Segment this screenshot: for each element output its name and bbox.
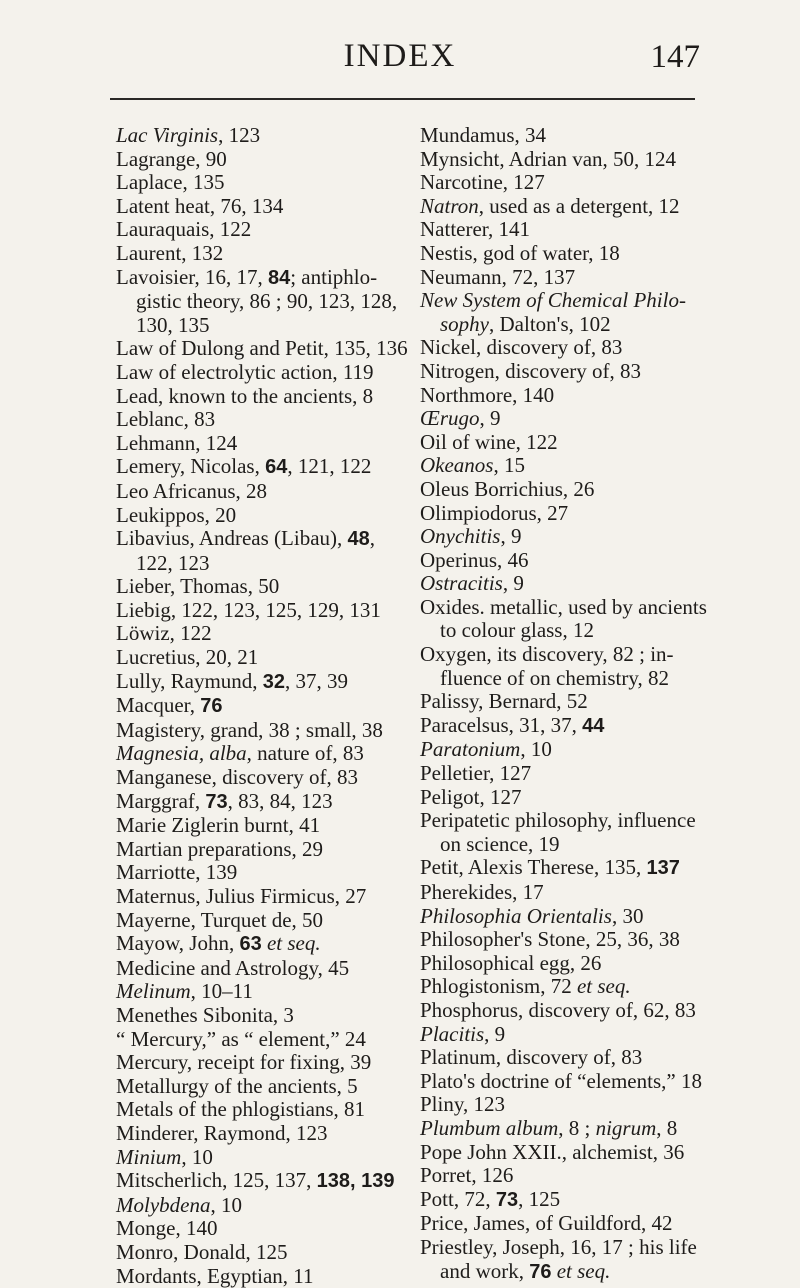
index-entry-text: Pott, 72, <box>420 1187 496 1211</box>
index-entry-text: Magnesia, alba <box>116 741 247 765</box>
index-entry <box>116 480 414 504</box>
index-entry-text: “ Mercury,” as “ element,” 24 <box>116 1027 366 1051</box>
index-entry <box>116 742 414 766</box>
index-entry-text: , 8 <box>656 1116 677 1140</box>
index-entry-text: 138, 139 <box>317 1170 395 1192</box>
index-entry <box>116 1051 414 1075</box>
index-entry <box>116 719 414 743</box>
index-entry-text: Philosophical egg, 26 <box>420 951 601 975</box>
index-entry <box>420 148 718 172</box>
index-entry <box>116 1098 414 1122</box>
index-entry <box>116 599 414 623</box>
index-entry-text: , 9 <box>500 524 521 548</box>
index-entry-text: Œrugo <box>420 406 480 430</box>
index-entry <box>420 431 718 455</box>
index-entry <box>420 525 718 549</box>
index-entry <box>420 242 718 266</box>
index-entry-text: , 121, 122 <box>287 454 371 478</box>
index-entry <box>116 575 414 599</box>
index-entry-text: Oxygen, its discovery, 82 ; in-fluence of on chemistry, 82 <box>420 642 674 690</box>
index-entry-text: et seq. <box>577 974 631 998</box>
index-entry <box>420 1070 718 1094</box>
index-entry-text: Lauraquais, 122 <box>116 217 251 241</box>
index-entry-text: Magistery, grand, 38 ; small, 38 <box>116 718 383 742</box>
index-entry <box>116 838 414 862</box>
index-entry-text: Marggraf, <box>116 789 205 813</box>
index-entry-text: Nitrogen, discovery of, 83 <box>420 359 641 383</box>
index-entry-text: , 9 <box>503 571 524 595</box>
index-entry-text: Oxides. metallic, used by ancients to colour glass, 12 <box>420 595 707 643</box>
index-entry-text: Lead, known to the ancients, 8 <box>116 384 373 408</box>
index-entry-text: Lieber, Thomas, 50 <box>116 574 279 598</box>
index-entry-text: , 125 <box>518 1187 560 1211</box>
index-entry-text: 137 <box>647 857 680 879</box>
index-entry-text: Leblanc, 83 <box>116 407 215 431</box>
index-entry-text: Lehmann, 124 <box>116 431 237 455</box>
index-entry-text: Nestis, god of water, 18 <box>420 241 620 265</box>
index-entry-text: Phosphorus, discovery of, 62, 83 <box>420 998 696 1022</box>
index-entry-text: Operinus, 46 <box>420 548 529 572</box>
index-entry <box>420 1212 718 1236</box>
index-entry-text: New System of Chemical Philo-sophy <box>420 288 686 336</box>
index-entry-text: , nature of, 83 <box>247 741 364 765</box>
index-entry-text: Monge, 140 <box>116 1216 218 1240</box>
index-entry-text: Plato's doctrine of “elements,” 18 <box>420 1069 702 1093</box>
index-entry <box>116 1169 414 1194</box>
index-entry <box>116 385 414 409</box>
index-entry <box>420 1117 718 1141</box>
index-entry-text: Molybdena <box>116 1193 210 1217</box>
index-entry-text: Okeanos <box>420 453 493 477</box>
index-entry-text: , 10–11 <box>191 979 253 1003</box>
index-entry-text: Macquer, <box>116 693 200 717</box>
index-entry <box>420 1046 718 1070</box>
index-entry-text: 32 <box>263 671 285 693</box>
index-entry-text: Natterer, 141 <box>420 217 530 241</box>
index-entry-text: 76 <box>200 695 222 717</box>
index-entry-text: 48 <box>348 528 370 550</box>
index-entry-text: Palissy, Bernard, 52 <box>420 689 588 713</box>
index-entry <box>116 694 414 719</box>
index-entry-text: Price, James, of Guildford, 42 <box>420 1211 673 1235</box>
index-entry-text: 63 <box>239 933 261 955</box>
index-entry <box>116 455 414 480</box>
index-entry-text: Law of electrolytic action, 119 <box>116 360 374 384</box>
index-entry <box>420 999 718 1023</box>
index-entry <box>420 1236 718 1284</box>
index-entry-text: Metals of the phlogistians, 81 <box>116 1097 365 1121</box>
index-entry-text: 73 <box>205 791 227 813</box>
index-entry-text: , 83, 84, 123 <box>228 789 333 813</box>
index-entry <box>116 527 414 575</box>
index-entry <box>420 786 718 810</box>
index-entry-text: Minderer, Raymond, 123 <box>116 1121 327 1145</box>
index-entry-text: et seq. <box>267 931 321 955</box>
index-entry <box>116 861 414 885</box>
index-entry <box>116 1122 414 1146</box>
index-entry-text: Lagrange, 90 <box>116 147 227 171</box>
index-entry <box>420 596 718 643</box>
index-entry <box>116 932 414 957</box>
index-entry-text: Pelletier, 127 <box>420 761 531 785</box>
index-entry <box>116 1241 414 1265</box>
index-entry-text: , 10 <box>520 737 552 761</box>
index-entry <box>116 361 414 385</box>
index-entry <box>420 124 718 148</box>
index-entry-text: Lucretius, 20, 21 <box>116 645 258 669</box>
index-entry <box>420 952 718 976</box>
index-entry <box>420 809 718 856</box>
index-entry <box>420 384 718 408</box>
index-entry-text: , 9 <box>480 406 501 430</box>
index-entry <box>116 148 414 172</box>
index-entry-text: Latent heat, 76, 134 <box>116 194 283 218</box>
index-entry-text: Petit, Alexis Therese, 135, <box>420 855 647 879</box>
index-entry-text: , 123 <box>218 123 260 147</box>
index-entry-text: Mordants, Egyptian, 11 <box>116 1264 314 1288</box>
index-entry <box>116 171 414 195</box>
index-entry <box>116 790 414 815</box>
index-entry-text: Mynsicht, Adrian van, 50, 124 <box>420 147 676 171</box>
index-entry-text: Philosophia Orientalis <box>420 904 612 928</box>
index-entry-text: , 15 <box>493 453 525 477</box>
index-entry-text: Monro, Donald, 125 <box>116 1240 288 1264</box>
index-entry-text: Peripatetic philosophy, influence on science, 19 <box>420 808 696 856</box>
index-entry-text: Lully, Raymund, <box>116 669 263 693</box>
index-entry-text: Peligot, 127 <box>420 785 522 809</box>
index-entry-text: , 122, 123 <box>136 526 375 575</box>
index-entry <box>116 1194 414 1218</box>
index-entry <box>420 1188 718 1213</box>
index-entry <box>420 336 718 360</box>
index-entry <box>420 218 718 242</box>
index-entry <box>420 762 718 786</box>
index-entry-text: Pope John XXII., alchemist, 36 <box>420 1140 684 1164</box>
index-entry <box>420 714 718 739</box>
index-entry <box>116 337 414 361</box>
index-entry-text: Oil of wine, 122 <box>420 430 558 454</box>
index-entry-text: , 8 ; <box>558 1116 595 1140</box>
index-entry-text: Phlogistonism, 72 <box>420 974 577 998</box>
index-entry-text: Mercury, receipt for fixing, 39 <box>116 1050 371 1074</box>
index-entry-text: et seq. <box>557 1259 611 1283</box>
index-entry <box>420 478 718 502</box>
index-entry <box>420 572 718 596</box>
index-entry-text: nigrum <box>596 1116 657 1140</box>
index-entry-text: Medicine and Astrology, 45 <box>116 956 349 980</box>
index-entry-text: 76 <box>529 1261 551 1283</box>
index-entry <box>116 1004 414 1028</box>
index-entry-text: Mundamus, 34 <box>420 123 546 147</box>
index-entry <box>420 407 718 431</box>
index-entry <box>116 1028 414 1052</box>
index-entry-text: Leo Africanus, 28 <box>116 479 267 503</box>
index-entry <box>420 1164 718 1188</box>
index-entry <box>116 432 414 456</box>
index-entry <box>116 1217 414 1241</box>
index-entry <box>420 690 718 714</box>
index-entry-text: Menethes Sibonita, 3 <box>116 1003 294 1027</box>
index-entry <box>420 360 718 384</box>
index-entry-text: 64 <box>265 456 287 478</box>
page-number: 147 <box>651 39 701 76</box>
index-entry <box>116 957 414 981</box>
index-entry <box>116 622 414 646</box>
index-entry-text: Mayerne, Turquet de, 50 <box>116 908 323 932</box>
index-entry-text: Platinum, discovery of, 83 <box>420 1045 642 1069</box>
index-entry-text: Northmore, 140 <box>420 383 554 407</box>
index-entry-text: , 30 <box>612 904 644 928</box>
index-entry-text: Martian preparations, 29 <box>116 837 323 861</box>
index-entry <box>116 980 414 1004</box>
index-entry-text: Paracelsus, 31, 37, <box>420 713 582 737</box>
index-entry <box>116 646 414 670</box>
index-entry-text: Olimpiodorus, 27 <box>420 501 568 525</box>
index-entry-text: Mitscherlich, 125, 137, <box>116 1168 317 1192</box>
index-entry <box>116 1265 414 1288</box>
index-entry <box>420 905 718 929</box>
index-entry-text: Priestley, Joseph, 16, 17 ; his life and work, <box>420 1235 697 1283</box>
index-entry-text: Marie Ziglerin burnt, 41 <box>116 813 320 837</box>
index-entry <box>116 814 414 838</box>
index-entry-text: Mayow, John, <box>116 931 239 955</box>
index-entry <box>116 242 414 266</box>
index-entry <box>116 218 414 242</box>
index-entry-text: Löwiz, 122 <box>116 621 212 645</box>
index-entry <box>116 1146 414 1170</box>
index-entry <box>116 766 414 790</box>
page-header <box>0 38 800 98</box>
index-entry <box>116 504 414 528</box>
index-entry <box>420 549 718 573</box>
index-entry <box>420 881 718 905</box>
index-entry <box>420 928 718 952</box>
index-entry <box>420 856 718 881</box>
index-entry <box>116 195 414 219</box>
index-entry <box>116 266 414 338</box>
index-entry <box>116 885 414 909</box>
index-entry <box>420 454 718 478</box>
index-entry-text: Natron <box>420 194 479 218</box>
index-entry-text: Lac Virginis <box>116 123 218 147</box>
index-entry-text: Narcotine, 127 <box>420 170 545 194</box>
index-entry-text: Pliny, 123 <box>420 1092 505 1116</box>
index-entry <box>420 643 718 690</box>
index-entry <box>420 1023 718 1047</box>
index-entry-text: Ostracitis <box>420 571 503 595</box>
index-entry-text: , 9 <box>484 1022 505 1046</box>
index-entry <box>420 289 718 336</box>
index-entry-text: Marriotte, 139 <box>116 860 237 884</box>
index-entry-text: Pherekides, 17 <box>420 880 544 904</box>
index-entry-text: Manganese, discovery of, 83 <box>116 765 358 789</box>
index-entry-text: Libavius, Andreas (Libau), <box>116 526 348 550</box>
index-entry <box>420 1141 718 1165</box>
index-entry-text: Lemery, Nicolas, <box>116 454 265 478</box>
index-entry-text: 44 <box>582 715 604 737</box>
index-column-left <box>116 124 414 1288</box>
index-entry-text: Metallurgy of the ancients, 5 <box>116 1074 358 1098</box>
index-entry-text: 84 <box>268 267 290 289</box>
index-entry-text: Lavoisier, 16, 17, <box>116 265 268 289</box>
index-entry-text: , 10 <box>181 1145 213 1169</box>
index-entry-text: , Dalton's, 102 <box>489 312 611 336</box>
header-rule <box>110 98 695 100</box>
index-entry-text: Onychitis <box>420 524 500 548</box>
index-entry <box>420 738 718 762</box>
index-entry-text: Minium <box>116 1145 181 1169</box>
index-entry-text: Maternus, Julius Firmicus, 27 <box>116 884 366 908</box>
index-entry <box>420 502 718 526</box>
index-entry <box>116 670 414 695</box>
index-entry <box>420 195 718 219</box>
index-entry <box>116 408 414 432</box>
index-entry-text: Laplace, 135 <box>116 170 224 194</box>
index-entry-text: , used as a detergent, 12 <box>479 194 680 218</box>
index-entry-text: Paratonium <box>420 737 520 761</box>
index-entry-text: , 37, 39 <box>285 669 348 693</box>
index-entry-text: , 10 <box>210 1193 242 1217</box>
index-entry-text: Plumbum album <box>420 1116 558 1140</box>
index-entry-text: Melinum <box>116 979 191 1003</box>
index-column-right <box>420 124 718 1284</box>
index-entry-text: Nickel, discovery of, 83 <box>420 335 622 359</box>
index-entry <box>420 1093 718 1117</box>
index-entry-text: Placitis <box>420 1022 484 1046</box>
index-entry <box>116 1075 414 1099</box>
index-entry-text: Laurent, 132 <box>116 241 223 265</box>
index-entry-text: Philosopher's Stone, 25, 36, 38 <box>420 927 680 951</box>
index-entry-text: Oleus Borrichius, 26 <box>420 477 594 501</box>
index-entry-text: Porret, 126 <box>420 1163 513 1187</box>
index-entry <box>116 909 414 933</box>
index-entry-text: ; antiphlo-gistic theory, 86 ; 90, 123, 128, 130, 135 <box>136 265 397 337</box>
index-entry-text: Liebig, 122, 123, 125, 129, 131 <box>116 598 381 622</box>
index-entry-text: 73 <box>496 1189 518 1211</box>
index-entry-text: Neumann, 72, 137 <box>420 265 575 289</box>
index-entry <box>420 171 718 195</box>
index-entry <box>420 975 718 999</box>
page-title: INDEX <box>0 38 800 75</box>
index-entry-text: Leukippos, 20 <box>116 503 236 527</box>
index-entry <box>420 266 718 290</box>
index-entry <box>116 124 414 148</box>
index-entry-text: Law of Dulong and Petit, 135, 136 <box>116 336 408 360</box>
